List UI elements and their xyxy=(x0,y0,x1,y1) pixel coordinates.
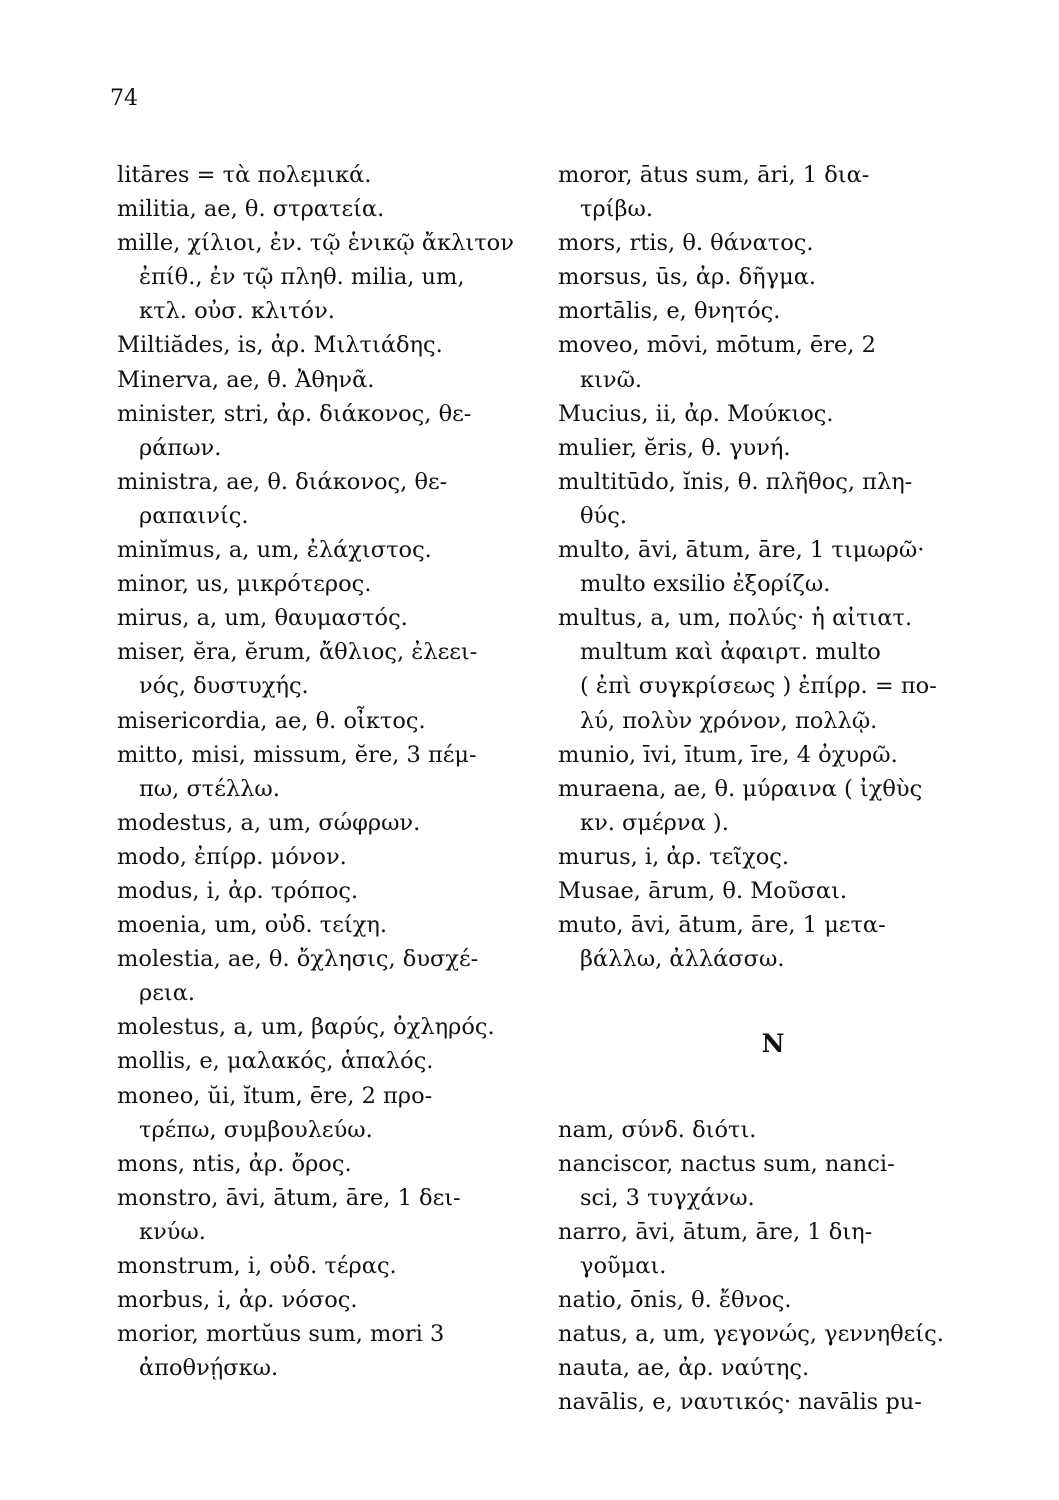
dictionary-line: moror, ātus sum, āri, 1 δια- xyxy=(558,162,870,188)
dictionary-line: mors, rtis, θ. θάνατος. xyxy=(558,230,814,257)
dictionary-line: Mucius, ii, ἀρ. Μούκιος. xyxy=(558,400,834,427)
dictionary-line: modus, i, ἀρ. τρόπος. xyxy=(117,877,359,904)
dictionary-line: Musae, ārum, θ. Μοῦσαι. xyxy=(558,877,848,904)
dictionary-line: ( ἐπὶ συγκρίσεως ) ἐπίρρ. = πο- xyxy=(580,673,937,700)
dictionary-line: ministra, ae, θ. διάκονος, θε- xyxy=(117,468,448,495)
right-column-m-entries xyxy=(558,158,998,976)
dictionary-line: morsus, ūs, ἀρ. δῆγμα. xyxy=(558,264,817,291)
dictionary-line: κνύω. xyxy=(139,1218,206,1245)
dictionary-line: nanciscor, nactus sum, nanci- xyxy=(558,1150,895,1177)
dictionary-line: morior, mortŭus sum, mori 3 xyxy=(117,1321,445,1348)
dictionary-line: multus, a, um, πολύς· ἡ αἰτιατ. xyxy=(558,605,913,632)
dictionary-line: mollis, e, μαλακός, ἁπαλός. xyxy=(117,1048,434,1075)
right-column xyxy=(558,158,998,1419)
dictionary-line: ράπων. xyxy=(139,434,222,461)
dictionary-line: mille, χίλιοι, ἐν. τῷ ἑνικῷ ἄκλιτον xyxy=(117,230,514,257)
dictionary-line: natio, ōnis, θ. ἔθνος. xyxy=(558,1287,792,1314)
dictionary-line: τρέπω, συμβουλεύω. xyxy=(139,1116,373,1143)
dictionary-line: mirus, a, um, θαυμαστός. xyxy=(117,605,408,632)
dictionary-line: modo, ἐπίρρ. μόνον. xyxy=(117,843,347,870)
dictionary-line: multum καὶ ἀφαιρτ. multo xyxy=(580,639,881,666)
dictionary-line: moneo, ŭi, ĭtum, ēre, 2 προ- xyxy=(117,1082,433,1109)
dictionary-line: multitūdo, ĭnis, θ. πλῆθος, πλη- xyxy=(558,468,913,495)
dictionary-line: nam, σύνδ. διότι. xyxy=(558,1116,757,1143)
dictionary-line: νός, δυστυχής. xyxy=(139,673,309,700)
dictionary-line: γοῦμαι. xyxy=(580,1253,667,1279)
dictionary-line: molestia, ae, θ. ὄχλησις, δυσχέ- xyxy=(117,946,479,973)
dictionary-line: litāres = τὰ πολεμικά. xyxy=(117,162,372,188)
dictionary-line: muraena, ae, θ. μύραινα ( ἰχθὺς xyxy=(558,775,923,802)
dictionary-line: murus, i, ἀρ. τεῖχος. xyxy=(558,843,790,870)
dictionary-line: πω, στέλλω. xyxy=(139,775,280,802)
dictionary-line: morbus, i, ἀρ. νόσος. xyxy=(117,1287,358,1314)
dictionary-line: ραπαινίς. xyxy=(139,502,249,529)
dictionary-line: Minerva, ae, θ. Ἀθηνᾶ. xyxy=(117,366,375,393)
dictionary-line: monstro, āvi, ātum, āre, 1 δει- xyxy=(117,1184,461,1211)
dictionary-line: monstrum, i, οὐδ. τέρας. xyxy=(117,1253,397,1279)
dictionary-line: θύς. xyxy=(580,502,627,529)
dictionary-line: militia, ae, θ. στρατεία. xyxy=(117,196,385,223)
dictionary-line: minĭmus, a, um, ἐλάχιστος. xyxy=(117,537,432,564)
page-number: 74 xyxy=(110,86,138,111)
dictionary-line: munio, īvi, ītum, īre, 4 ὀχυρῶ. xyxy=(558,741,898,768)
dictionary-line: ἐπίθ., ἐν τῷ πληθ. milia, um, xyxy=(139,264,465,291)
section-heading-n: N xyxy=(761,1029,785,1059)
dictionary-line: minor, us, μικρότερος. xyxy=(117,571,372,598)
dictionary-line: mons, ntis, ἀρ. ὄρος. xyxy=(117,1150,352,1177)
dictionary-line: nauta, ae, ἀρ. ναύτης. xyxy=(558,1355,810,1382)
dictionary-line: molestus, a, um, βαρύς, ὀχληρός. xyxy=(117,1014,495,1041)
dictionary-line: natus, a, um, γεγονώς, γεννηθείς. xyxy=(558,1321,944,1348)
dictionary-line: τρίβω. xyxy=(580,196,654,223)
dictionary-line: muto, āvi, ātum, āre, 1 μετα- xyxy=(558,912,886,939)
dictionary-line: ρεια. xyxy=(139,980,196,1007)
dictionary-line: miser, ĕra, ĕrum, ἄθλιος, ἐλεει- xyxy=(117,639,478,666)
section-spacer xyxy=(558,976,998,1010)
dictionary-line: κινῶ. xyxy=(580,366,643,393)
dictionary-line: multo, āvi, ātum, āre, 1 τιμωρῶ· xyxy=(558,537,925,564)
dictionary-line: modestus, a, um, σώφρων. xyxy=(117,809,421,836)
left-column xyxy=(117,158,557,1385)
dictionary-line: mulier, ĕris, θ. γυνή. xyxy=(558,434,791,461)
dictionary-line: navālis, e, ναυτικός· navālis pu- xyxy=(558,1389,922,1416)
dictionary-line: multo exsilio ἐξορίζω. xyxy=(580,571,831,598)
right-column-n-entries xyxy=(558,1113,998,1420)
dictionary-line: moveo, mōvi, mōtum, ēre, 2 xyxy=(558,332,876,359)
dictionary-line: sci, 3 τυγχάνω. xyxy=(580,1184,755,1211)
dictionary-line: βάλλω, ἀλλάσσω. xyxy=(580,946,785,973)
dictionary-line: mortālis, e, θνητός. xyxy=(558,298,781,325)
dictionary-line: λύ, πολὺν χρόνον, πολλῷ. xyxy=(580,707,878,734)
dictionary-line: moenia, um, οὐδ. τείχη. xyxy=(117,912,387,939)
dictionary-line: κτλ. οὐσ. κλιτόν. xyxy=(139,298,335,325)
dictionary-line: minister, stri, ἀρ. διάκονος, θε- xyxy=(117,400,472,427)
dictionary-line: Miltiădes, is, ἀρ. Μιλτιάδης. xyxy=(117,332,443,359)
section-spacer xyxy=(558,1079,998,1113)
dictionary-line: ἀποθνῄσκω. xyxy=(139,1355,279,1382)
dictionary-line: narro, āvi, ātum, āre, 1 διη- xyxy=(558,1218,873,1245)
dictionary-line: κν. σμέρνα ). xyxy=(580,809,729,836)
dictionary-line: misericordia, ae, θ. οἶκτος. xyxy=(117,707,426,734)
dictionary-line: mitto, misi, missum, ĕre, 3 πέμ- xyxy=(117,741,477,768)
